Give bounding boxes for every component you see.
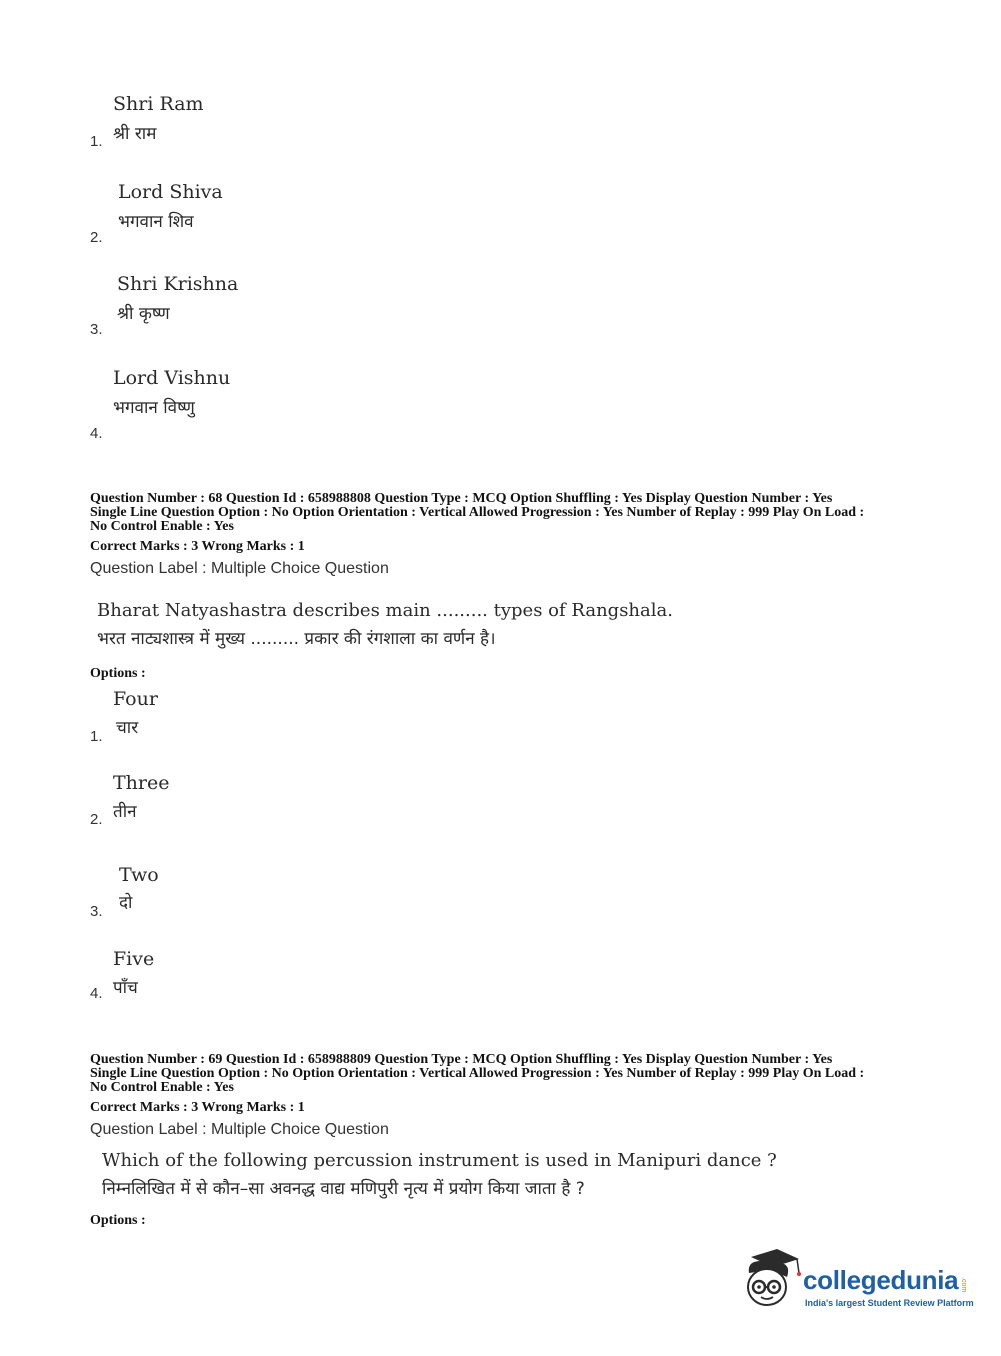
option-text-hi: भगवान विष्णु: [113, 398, 195, 418]
option-text-en: Lord Vishnu: [113, 367, 231, 389]
option-text-hi: पाँच: [113, 978, 138, 998]
question-meta-line2: Single Line Question Option : No Option Orientation : Vertical Allowed Progression : Yes Number of Replay : 999 Play On Load :: [90, 505, 865, 520]
option-text-hi: दो: [119, 893, 133, 913]
option-text-hi: चार: [116, 718, 139, 738]
options-heading: Options :: [90, 1213, 146, 1228]
question-label: Question Label : Multiple Choice Question: [90, 1121, 389, 1138]
option-number: 2.: [90, 811, 103, 828]
question-text-hi: निम्नलिखित में से कौन–सा अवनद्ध वाद्य मणिपुरी नृत्य में प्रयोग किया जाता है ?: [102, 1179, 585, 1199]
logo-com: .com: [960, 1277, 967, 1293]
option-text-en: Four: [113, 688, 158, 710]
option-text-en: Shri Krishna: [117, 273, 239, 295]
question-text-en: Bharat Natyashastra describes main ......... types of Rangshala.: [97, 600, 673, 621]
option-number: 2.: [90, 229, 103, 246]
question-meta-line1: Question Number : 68 Question Id : 658988808 Question Type : MCQ Option Shuffling : Yes Display Question Number : Yes: [90, 491, 833, 506]
collegedunia-logo: [741, 1247, 974, 1317]
option-number: 4.: [90, 425, 103, 442]
option-number: 3.: [90, 903, 103, 920]
option-text-hi: तीन: [113, 802, 137, 822]
question-meta-line3: No Control Enable : Yes: [90, 519, 234, 534]
question-meta-line3: No Control Enable : Yes: [90, 1080, 234, 1095]
mascot-icon: [741, 1247, 801, 1311]
option-number: 1.: [90, 728, 103, 745]
question-meta-line1: Question Number : 69 Question Id : 658988809 Question Type : MCQ Option Shuffling : Yes Display Question Number : Yes: [90, 1052, 833, 1067]
option-text-en: Shri Ram: [113, 93, 204, 115]
option-text-en: Lord Shiva: [118, 181, 223, 203]
question-label: Question Label : Multiple Choice Question: [90, 560, 389, 577]
option-number: 4.: [90, 985, 103, 1002]
question-marks: Correct Marks : 3 Wrong Marks : 1: [90, 1100, 305, 1115]
option-number: 3.: [90, 321, 103, 338]
options-heading: Options :: [90, 666, 146, 681]
question-marks: Correct Marks : 3 Wrong Marks : 1: [90, 539, 305, 554]
option-text-hi: श्री राम: [113, 124, 157, 144]
question-text-en: Which of the following percussion instrument is used in Manipuri dance ?: [102, 1150, 777, 1171]
option-text-en: Three: [113, 772, 170, 794]
option-text-hi: भगवान शिव: [118, 212, 194, 232]
option-text-hi: श्री कृष्ण: [117, 304, 170, 324]
logo-wordmark: collegedunia: [803, 1265, 959, 1295]
option-text-en: Two: [119, 864, 159, 886]
option-text-en: Five: [113, 948, 155, 970]
question-text-hi: भरत नाट्यशास्त्र में मुख्य ......... प्रकार की रंगशाला का वर्णन है।: [97, 629, 496, 649]
question-meta-line2: Single Line Question Option : No Option Orientation : Vertical Allowed Progression : Yes Number of Replay : 999 Play On Load :: [90, 1066, 865, 1081]
option-number: 1.: [90, 133, 103, 150]
logo-tagline: India's largest Student Review Platform: [805, 1298, 974, 1308]
